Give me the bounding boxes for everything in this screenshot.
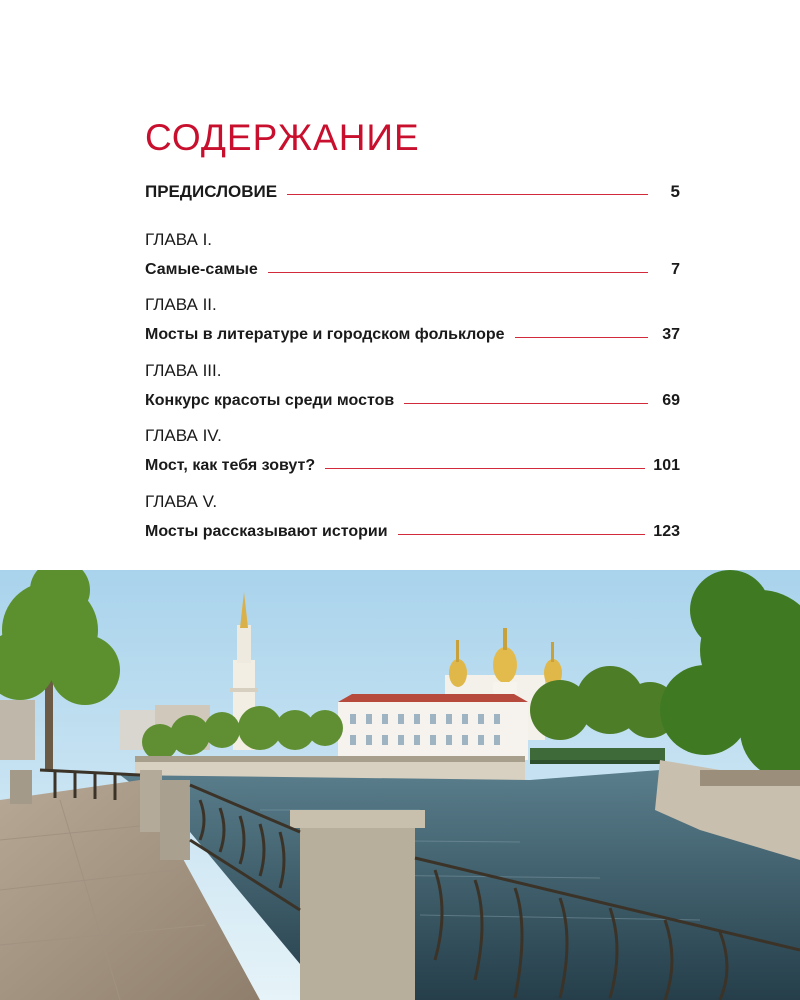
leader-line [515, 337, 648, 338]
toc-entry-chapter-1[interactable] [145, 230, 680, 280]
entry-title: Мосты в литературе и городском фольклоре [145, 326, 505, 343]
chapter-label: ГЛАВА III. [145, 361, 222, 380]
page-number: 5 [670, 182, 680, 201]
canal-photo [0, 570, 800, 1000]
leader-line [404, 403, 648, 404]
leader-line [325, 468, 645, 469]
toc-entry-chapter-2[interactable] [145, 295, 680, 345]
page-number: 123 [653, 523, 680, 540]
chapter-label: ГЛАВА I. [145, 230, 213, 249]
page-number: 7 [671, 261, 680, 278]
entry-title: ПРЕДИСЛОВИЕ [145, 182, 278, 201]
toc-entry-chapter-3[interactable] [145, 361, 680, 411]
toc-title: СОДЕРЖАНИЕ [145, 117, 420, 158]
entry-title: Конкурс красоты среди мостов [145, 392, 395, 409]
toc-entry-preface[interactable] [145, 182, 680, 202]
leader-line [398, 534, 646, 535]
entry-title: Мост, как тебя зовут? [145, 457, 316, 474]
chapter-label: ГЛАВА V. [145, 492, 218, 511]
entry-title: Самые-самые [145, 261, 258, 278]
toc-entry-chapter-4[interactable] [145, 426, 680, 476]
chapter-label: ГЛАВА IV. [145, 426, 222, 445]
toc-entry-chapter-5[interactable] [145, 492, 680, 542]
page-number: 37 [662, 326, 680, 343]
page-number: 69 [662, 392, 680, 409]
entry-title: Мосты рассказывают истории [145, 523, 388, 540]
leader-line [268, 272, 648, 273]
chapter-label: ГЛАВА II. [145, 295, 217, 314]
table-of-contents [145, 117, 680, 540]
leader-line [287, 194, 648, 195]
page-number: 101 [653, 457, 680, 474]
